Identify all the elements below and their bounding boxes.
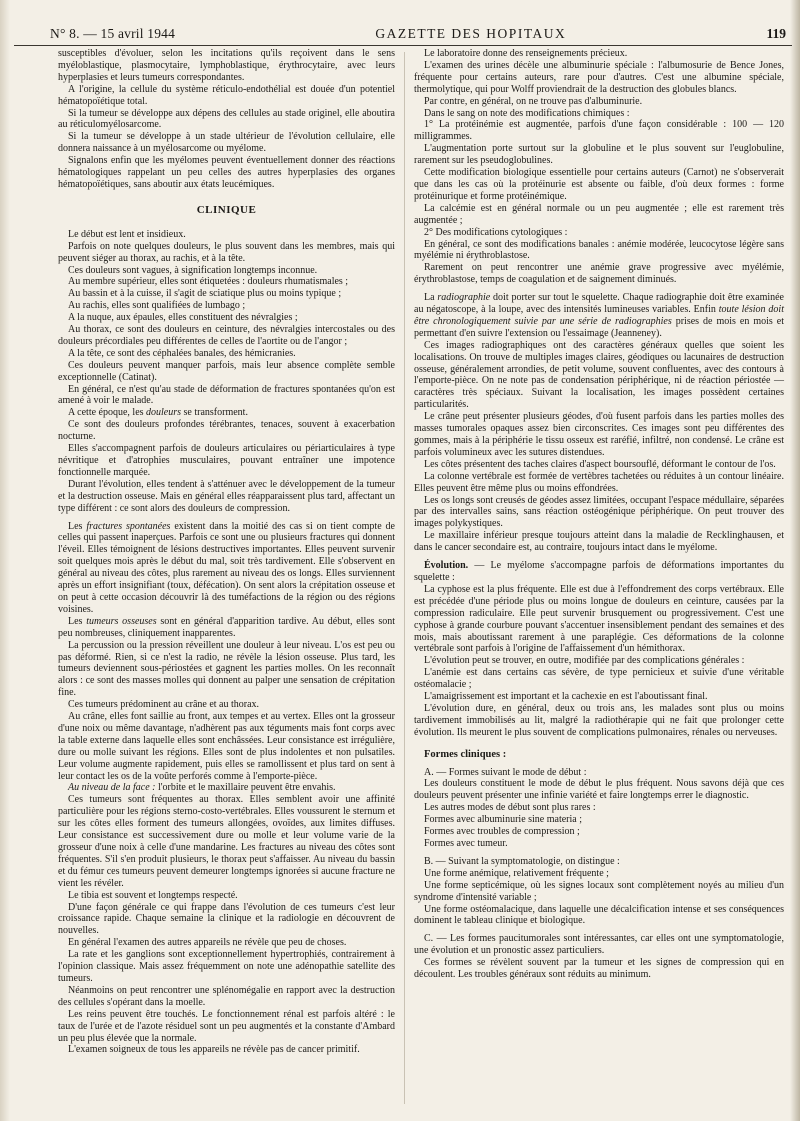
section-heading-clinique: CLINIQUE <box>196 203 257 216</box>
text-run: prises de mois en mois et permettant d'en suivre l'extension ou l'essaimage (Jeanneney). <box>414 315 784 339</box>
paragraph <box>58 521 395 616</box>
paragraph <box>414 292 784 340</box>
paragraph: La rate et les ganglions sont exceptionnellement hypertrophiés, contrairement à l'opinion classique. Mais assez fréquemment on note une adénopathie satellite des tumeurs. <box>58 949 395 984</box>
paragraph: L'anémie est dans certains cas sévère, de type pernicieux et suivie d'une véritable ostéomalacie ; <box>414 667 784 691</box>
paragraph: Au bassin et à la cuisse, il s'agit de sciatique plus ou moins typique ; <box>68 288 342 300</box>
paragraph: L'évolution dure, en général, deux ou trois ans, les malades sont plus ou moins tardivement immobilisés au lit, malgré la radiothérapie qui ne fait que prolonger cette évolution. Ils meurent le plus souvent de complications pulmonaires, rénales ou nerveuses. <box>414 702 784 738</box>
italic-term: tumeurs osseuses <box>86 615 157 627</box>
paragraph: Si la tumeur se développe aux dépens des cellules au stade originel, elle aboutira au réticulomyélosarcome. <box>58 107 395 131</box>
paragraph: Au membre supérieur, elles sont étiquetées : douleurs rhumatismales ; <box>68 276 349 288</box>
italic-term: radiographie <box>437 292 491 304</box>
evolution-lead: Évolution. <box>424 560 469 572</box>
paragraph <box>58 407 395 419</box>
subsection-heading-formes: Formes cliniques : <box>424 748 507 760</box>
paragraph: Les douleurs constituent le mode de début le plus fréquent. Nous savons déjà que ces douleurs peuvent présenter une infinie variété et faire longtemps errer le diagnostic. <box>414 778 784 802</box>
paragraph: Dans le sang on note des modifications chimiques : <box>424 107 630 119</box>
journal-title: GAZETTE DES HOPITAUX <box>375 26 567 41</box>
page-edge-left <box>0 0 10 1121</box>
paragraph <box>414 560 784 584</box>
page-number: 119 <box>766 26 786 41</box>
text-run: sont en général d'apparition tardive. Au début, elles sont peu nombreuses, cliniquement inapparentes. <box>58 615 395 639</box>
paragraph: Le tibia est souvent et longtemps respecté. <box>68 889 238 901</box>
italic-term: fractures spontanées <box>86 520 171 532</box>
paragraph: B. — Suivant la symptomatologie, on distingue : <box>424 855 620 867</box>
paragraph <box>58 782 395 794</box>
paragraph: Les côtes présentent des taches claires d'aspect boursouflé, déformant le contour de l'os. <box>424 458 776 470</box>
paragraph: Le maxillaire inférieur presque toujours atteint dans la maladie de Recklinghausen, et dans le cancer secondaire est, au contraire, toujours intact dans le myélome. <box>414 530 784 554</box>
italic-term: toute lésion doit être chronologiquement suivie par une série de radiographies <box>414 304 784 327</box>
paragraph: Les reins peuvent être touchés. Le fonctionnement rénal est parfois altéré : le taux de l'urée et de l'azote résiduel sont un peu augmentés et la constante d'Ambard un peu plus élevée que la normale. <box>58 1008 395 1044</box>
paragraph: A la nuque, aux épaules, elles constituent des névralgies ; <box>68 312 298 324</box>
page-edge-right <box>790 0 800 1121</box>
paragraph: L'amaigrissement est important et la cachexie en est l'aboutissant final. <box>424 691 708 703</box>
text-run: existent dans la moitié des cas si on tient compte de celles qui passent inaperçues. Parfois ce sont une ou plusieurs fractures qui donnent l'éveil. Elles témoignent de lésions destructives importantes. Elles peuvent survenir soit quelques mois après le début du mal, soit très tardivement. Elle s'observent en général au niveau des côtes, plus rarement au niveau des os longs. Elles surviennent après un effort insignifiant (toux, défécation). On sent alors la crépitation osseuse et on peut à cette occasion découvrir là des tuméfactions de la région ou des régions voisines. <box>58 520 395 615</box>
italic-term: douleurs <box>146 407 182 419</box>
paragraph: La cyphose est la plus fréquente. Elle est due à l'effondrement des corps vertébraux. Elle est précédée d'une période plus ou moins longue de douleurs en ceinture, causées par la compression radiculaire. Elle peut survenir brusquement ou progressivement. C'est une cyphose à grande courbure pouvant s'accentuer insensiblement pendant des semaines et des mois, mais aboutissant rarement à une paraplégie. Ces déformations de la colonne vertébrale sont parfois à l'origine de l'affaissement d'un hémithorax. <box>414 583 784 655</box>
issue-number: N° 8. — 15 avril 1944 <box>50 26 176 41</box>
paragraph: susceptibles d'évoluer, selon les incitations qu'ils reçoivent dans le sens myéloblastique, plasmocytaire, lymphoblastique, érythrocytaire, avec leurs hyperplasies et leurs tumeurs correspondantes. <box>58 48 395 83</box>
paragraph: A l'origine, la cellule du système réticulo-endothélial est douée d'un potentiel hématopoïétique total. <box>58 83 395 107</box>
paragraph: Si la tumeur se développe à un stade ultérieur de l'évolution cellulaire, elle donnera naissance à un myélosarcome ou myélome. <box>58 131 395 155</box>
list-item: Formes avec tumeur. <box>424 838 508 849</box>
paragraph: Ce sont des douleurs profondes térébrantes, tenaces, souvent à exacerbation nocturne. <box>58 419 395 443</box>
paragraph: En général, ce n'est qu'au stade de déformation de fractures spontanées qu'on est amené à voir le malade. <box>58 383 395 407</box>
left-column <box>58 48 395 1056</box>
paragraph: L'augmentation porte surtout sur la globuline et le plus souvent sur l'euglobuline, rarement sur les pseudoglobulines. <box>414 143 784 167</box>
paragraph: Au crâne, elles font saillie au front, aux tempes et au vertex. Elles ont la grosseur d'une noix ou même davantage, n'adhèrent pas aux téguments mais font corps avec la table externe dans laquelle elles sont enchâssées. Leur consistance est irrégulière, dure ou molle suivant les régions. Elles sont de plus indolentes et non pulsatiles. Leur volume augmente rapidement, puis elles se ramollissent et plus tard on sent à leur contact les os de la voûte perforés comme à l'emporte-pièce. <box>58 711 395 782</box>
text-run: — Le myélome s'accompagne parfois de déformations importantes du squelette : <box>414 560 784 583</box>
paragraph: Signalons enfin que les myélomes peuvent éventuellement donner des réactions hématologiques rappelant un peu celles des autres hyperplasies des organes hématopoïétiques, sans aboutir aux états leucémiques. <box>58 155 395 190</box>
paragraph: L'examen des urines décèle une albuminurie spéciale : l'albumosurie de Bence Jones, fréquente pour certains auteurs, rare pour d'autres. C'est une albumine spéciale, thermolytique, qui pour Wolff proviendrait de la destruction des globules blancs. <box>414 59 784 95</box>
paragraph: Ces images radiographiques ont des caractères généraux quelles que soient les localisations. On trouve de multiples images claires, géodiques ou lacunaires de destruction osseuse, généralement arrondies, de petit volume, souvent confluentes, avec des contours à l'emporte-pièce. On ne note pas de condensation périphérique, ni de réaction périostée — caractères très spéciaux. Suivant la localisation, les images possèdent certaines particularités. <box>414 339 784 411</box>
paragraph: Le crâne peut présenter plusieurs géodes, d'où fusent parfois dans les parties molles des masses tumorales opaques assez bien circonscrites. Ces images sont peu différentes des gommes, mais à la périphérie le tissu osseux est raréfié, infiltré, non condensé. Le crâne est parfois volumineux avec les sutures distendues. <box>414 411 784 458</box>
paragraph: A. — Formes suivant le mode de début : <box>424 766 587 778</box>
text-run: A cette époque, les <box>68 407 147 419</box>
paragraph: Par contre, en général, on ne trouve pas d'albuminurie. <box>424 95 643 107</box>
text-run: se transforment. <box>181 407 248 419</box>
paragraph: 1° La protéinémie est augmentée, parfois d'une façon considérable : 100 — 120 milligrammes. <box>414 119 784 143</box>
right-column <box>414 48 784 981</box>
paragraph: C. — Les formes paucitumorales sont intéressantes, car elles ont une symptomatologie, une évolution et un pronostic assez particuliers. <box>414 933 784 957</box>
list-item: Formes avec albuminurie sine materia ; <box>424 814 583 826</box>
text-run: l'orbite et le maxillaire peuvent être envahis. <box>155 782 336 794</box>
paragraph: Durant l'évolution, elles tendent à s'atténuer avec le développement de la tumeur et la destruction osseuse. Mais en général elles réapparaissent plus tard, affectant un type différent : ce sont alors des douleurs de compression. <box>58 478 395 514</box>
paragraph: La percussion ou la pression réveillent une douleur à leur niveau. L'os est peu ou pas déformé. Rien, si ce n'est la radio, ne révèle la lésion osseuse. Plus tard, les tumeurs deviennent sous-périostées et gagnent les parties molles. On les reconnaît alors : ce sont des masses molles qui donnent au palper une sensation de crépitation fine. <box>58 639 395 699</box>
paragraph: Au rachis, elles sont qualifiées de lumbago ; <box>68 300 246 312</box>
paragraph: A la tête, ce sont des céphalées banales, des hémicranies. <box>68 347 296 359</box>
text-run: doit porter sur tout le squelette. Chaque radiographie doit être examinée au négatoscope, à la loupe, avec des intensités lumineuses variables. Enfin <box>414 292 784 316</box>
paragraph: La colonne vertébrale est formée de vertèbres tachetées ou réduites à un contour linéaire. Elles peuvent être même plus ou moins effondrées. <box>414 470 784 494</box>
paragraph: D'une façon générale ce qui frappe dans l'évolution de ces tumeurs c'est leur croissance rapide. Chaque semaine la clinique et la radiologie en découvrent de nouvelles. <box>58 901 395 937</box>
list-item: Une forme anémique, relativement fréquente ; <box>424 867 609 879</box>
paragraph <box>58 616 395 640</box>
paragraph: Au thorax, ce sont des douleurs en ceinture, des névralgies intercostales ou des douleurs précordiales peu différentes de celles de l'aortite ou de l'angor ; <box>58 324 395 347</box>
paragraph: En général, ce sont des modifications banales : anémie modérée, leucocytose légère sans myélémie ni érythroblastose. <box>414 238 784 262</box>
paragraph: 2° Des modifications cytologiques : <box>424 226 568 238</box>
paragraph: Les os longs sont creusés de géodes assez limitées, occupant l'espace médullaire, séparées par des intervalles sains, sans réaction ostéogénique périphérique. On peut trouver des images polykystiques. <box>414 494 785 530</box>
paragraph: Elles s'accompagnent parfois de douleurs articulaires ou périarticulaires à type névritique et d'atrophies musculaires, pouvant entraîner une impotence fonctionnelle marquée. <box>58 443 395 478</box>
paragraph: Parfois on note quelques douleurs, le plus souvent dans les membres, mais qui peuvent siéger au thorax, au rachis, et à la tête. <box>58 240 395 264</box>
paragraph: Le laboratoire donne des renseignements précieux. <box>424 48 628 59</box>
text-run: La <box>424 292 438 304</box>
running-header <box>14 18 792 46</box>
paragraph: Ces tumeurs prédominent au crâne et au thorax. <box>68 699 260 711</box>
list-item: Formes avec troubles de compression ; <box>424 826 580 838</box>
paragraph: L'examen soigneux de tous les appareils ne révèle pas de cancer primitif. <box>68 1044 360 1056</box>
text-run: Les <box>68 615 87 627</box>
paragraph: Néanmoins on peut rencontrer une splénomégalie en rapport avec la destruction des cellules s'opérant dans la moelle. <box>58 984 395 1008</box>
list-item: Une forme septicémique, où les signes locaux sont complètement noyés au milieu d'un syndrome d'intensité variable ; <box>414 879 784 903</box>
paragraph: Ces formes se révèlent souvent par la tumeur et les signes de compression qui en découlent. Les troubles généraux sont réduits au minimum. <box>414 957 784 981</box>
paragraph: L'évolution peut se trouver, en outre, modifiée par des complications générales : <box>424 655 745 667</box>
italic-term: Au niveau de la face : <box>68 782 156 794</box>
column-divider <box>404 52 405 1104</box>
paragraph: En général l'examen des autres appareils ne révèle que peu de choses. <box>68 937 347 949</box>
paragraph: Cette modification biologique essentielle pour certains auteurs (Carnot) ne s'observerait que dans les cas où la protéinurie est absente ou faible, d'où deux formes : forme protéinurique et forme protéinémique. <box>414 167 784 202</box>
paragraph: Ces douleurs peuvent manquer parfois, mais leur absence complète semble exceptionnelle (Catinat). <box>58 359 395 383</box>
text-run: Les <box>68 520 87 532</box>
paragraph: Ces tumeurs sont fréquentes au thorax. Elles semblent avoir une affinité particulière pour les régions sterno-costo-vertébrales. Elles voussurent le sternum et sur les côtes elles forment des tumeurs allongées, ovoïdes, aux limites diffuses. Leur consistance est successivement dure ou molle et leur volume varie de la grosseur d'une noix à celle d'une mandarine. Les fractures au niveau des côtes sont fréquentes. S'il s'en produit plusieurs, le thorax peut s'affaisser. Au niveau du bassin et du fémur ces tumeurs peuvent demeurer longtemps ignorées si aucune fracture ne vient les révéler. <box>58 794 395 889</box>
list-item: Une forme ostéomalacique, dans laquelle une décalcification intense et ses conséquences dominent le tableau clinique et biologique. <box>414 903 784 927</box>
paragraph: Les autres modes de début sont plus rares : <box>424 802 596 814</box>
paragraph: La calcémie est en général normale ou un peu augmentée ; elle est rarement très augmentée ; <box>414 202 784 226</box>
paragraph: Le début est lent et insidieux. <box>68 228 186 240</box>
paragraph: Rarement on peut rencontrer une anémie grave progressive avec myélémie, érythroblastose, temps de coagulation et de saignement diminués. <box>414 262 784 286</box>
paragraph: Ces douleurs sont vagues, à signification longtemps inconnue. <box>68 264 318 276</box>
